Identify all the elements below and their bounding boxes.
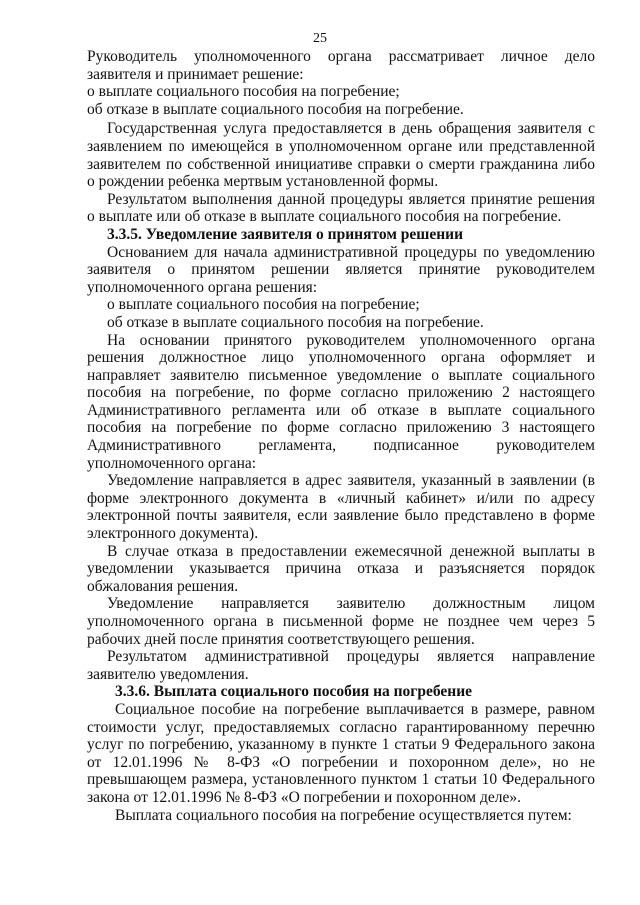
- document-body: [87, 48, 595, 824]
- paragraph: о выплате социального пособия на погребение;: [107, 296, 420, 314]
- paragraph: Уведомление направляется заявителю должностным лицом уполномоченного органа в письменной форме не позднее чем через 5 рабочих дней после принятия соответствующего решения.: [87, 595, 595, 648]
- section-heading-3-3-5: 3.3.5. Уведомление заявителя о принятом решении: [107, 225, 464, 243]
- paragraph: Социальное пособие на погребение выплачивается в размере, равном стоимости услуг, предоставляемых согласно гарантированному перечню услуг по погребению, указанному в пункте 1 статьи 9 Федерального закона от 12.01.1996 № 8-ФЗ «О погребении и похоронном деле», но не превышающем размера, установленного пунктом 1 статьи 10 Федерального закона от 12.01.1996 № 8-ФЗ «О погребении и похоронном деле».: [87, 700, 595, 806]
- paragraph: Уведомление направляется в адрес заявителя, указанный в заявлении (в форме электронного документа в «личный кабинет» и/или по адресу электронной почты заявителя, если заявление было представлено в форме электронного документа).: [87, 472, 595, 543]
- paragraph: Результатом административной процедуры является направление заявителю уведомления.: [87, 648, 595, 683]
- paragraph: об отказе в выплате социального пособия на погребение.: [87, 100, 464, 118]
- paragraph: об отказе в выплате социального пособия на погребение.: [107, 313, 484, 331]
- paragraph: о выплате социального пособия на погребение;: [87, 83, 400, 101]
- paragraph: Руководитель уполномоченного органа рассматривает личное дело заявителя и принимает решение:: [87, 48, 595, 83]
- paragraph: Выплата социального пособия на погребение осуществляется путем:: [115, 806, 572, 824]
- paragraph: Результатом выполнения данной процедуры является принятие решения о выплате или об отказе в выплате социального пособия на погребение.: [87, 190, 595, 226]
- paragraph: Основанием для начала административной процедуры по уведомлению заявителя о принятом решении является принятие руководителем уполномоченного органа решения:: [87, 243, 595, 296]
- section-heading-3-3-6: 3.3.6. Выплата социального пособия на погребение: [115, 683, 473, 701]
- paragraph: На основании принятого руководителем уполномоченного органа решения должностное лицо уполномоченного органа оформляет и направляет заявителю письменное уведомление о выплате социального пособия на погребение, по форме согласно приложению 2 настоящего Административного регламента или об отказе в выплате социального пособия на погребение по форме согласно приложению 3 настоящего Административного регламента, подписанное руководителем уполномоченного органа:: [87, 331, 595, 472]
- paragraph: В случае отказа в предоставлении ежемесячной денежной выплаты в уведомлении указывается причина отказа и разъясняется порядок обжалования решения.: [87, 542, 595, 595]
- paragraph: Государственная услуга предоставляется в день обращения заявителя с заявлением по имеющейся в уполномоченном органе или представленной заявителем по собственной инициативе справки о смерти гражданина либо о рождении ребенка мертвым установленной формы.: [87, 120, 595, 191]
- page-number: 25: [313, 31, 327, 46]
